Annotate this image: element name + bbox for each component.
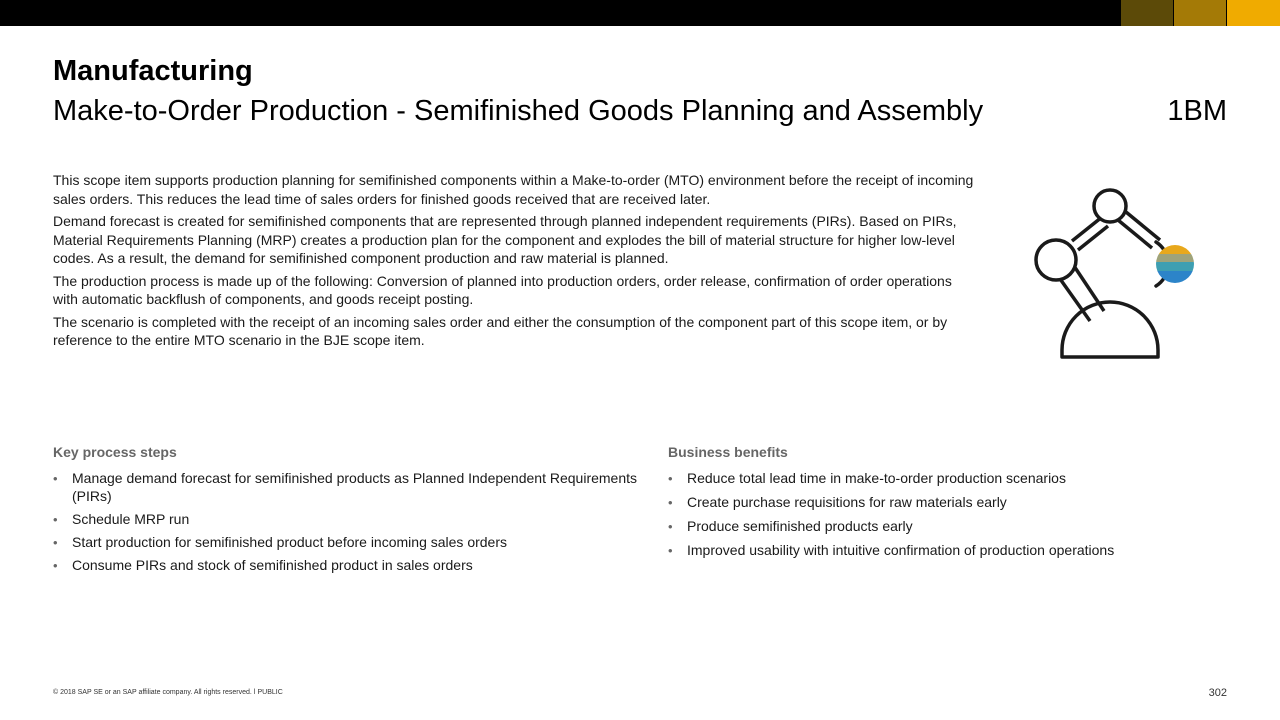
business-benefits-list bbox=[668, 470, 1228, 560]
list-item: • Reduce total lead time in make-to-order production scenarios bbox=[668, 470, 1228, 488]
business-benefits bbox=[668, 444, 1228, 566]
page-subtitle: Make-to-Order Production - Semifinished Goods Planning and Assembly bbox=[53, 95, 984, 127]
description-paragraph: This scope item supports production planning for semifinished components within a Make-to-order (MTO) environment before the receipt of incoming sales orders. This reduces the lead time of sales orders for finished goods received that are received later. bbox=[53, 172, 974, 207]
page-number: 302 bbox=[1208, 687, 1227, 699]
list-item: • Manage demand forecast for semifinished products as Planned Independent Requirements (PIRs) bbox=[53, 470, 643, 505]
list-item: • Consume PIRs and stock of semifinished product in sales orders bbox=[53, 557, 643, 575]
description-paragraph: Demand forecast is created for semifinished components that are represented through planned independent requirements (PIRs). Based on PIRs, Material Requirements Planning (MRP) creates a production plan for the component and explodes the bill of material structure for higher low-level codes. As a result, the demand for semifinished component production and raw material is planned. bbox=[53, 213, 957, 266]
list-item: • Improved usability with intuitive confirmation of production operations bbox=[668, 542, 1228, 560]
color-swatch-mid bbox=[1174, 0, 1226, 26]
key-process-steps bbox=[53, 444, 643, 580]
page-title: Manufacturing bbox=[53, 55, 253, 87]
top-bar bbox=[0, 0, 1280, 26]
list-item: • Create purchase requisitions for raw materials early bbox=[668, 494, 1228, 512]
robot-arm-icon bbox=[1018, 180, 1208, 365]
key-process-steps-list bbox=[53, 470, 643, 574]
description-paragraph: The scenario is completed with the receipt of an incoming sales order and either the consumption of the component part of this scope item, or by reference to the entire MTO scenario in the BJE scope item. bbox=[53, 313, 948, 348]
description bbox=[53, 171, 978, 354]
color-swatch-gold bbox=[1227, 0, 1280, 26]
scope-item-code: 1BM bbox=[1167, 95, 1227, 127]
list-item: • Schedule MRP run bbox=[53, 511, 643, 529]
list-item: • Start production for semifinished product before incoming sales orders bbox=[53, 534, 643, 552]
description-paragraph: The production process is made up of the following: Conversion of planned into production orders, order release, confirmation of order operations with automatic backflush of components, and goods receipt posting. bbox=[53, 272, 952, 307]
copyright-footer: © 2018 SAP SE or an SAP affiliate company. All rights reserved. ǀ PUBLIC bbox=[53, 689, 283, 696]
color-swatch-dark bbox=[1121, 0, 1173, 26]
key-process-steps-heading: Key process steps bbox=[53, 444, 177, 460]
business-benefits-heading: Business benefits bbox=[668, 444, 788, 460]
list-item: • Produce semifinished products early bbox=[668, 518, 1228, 536]
